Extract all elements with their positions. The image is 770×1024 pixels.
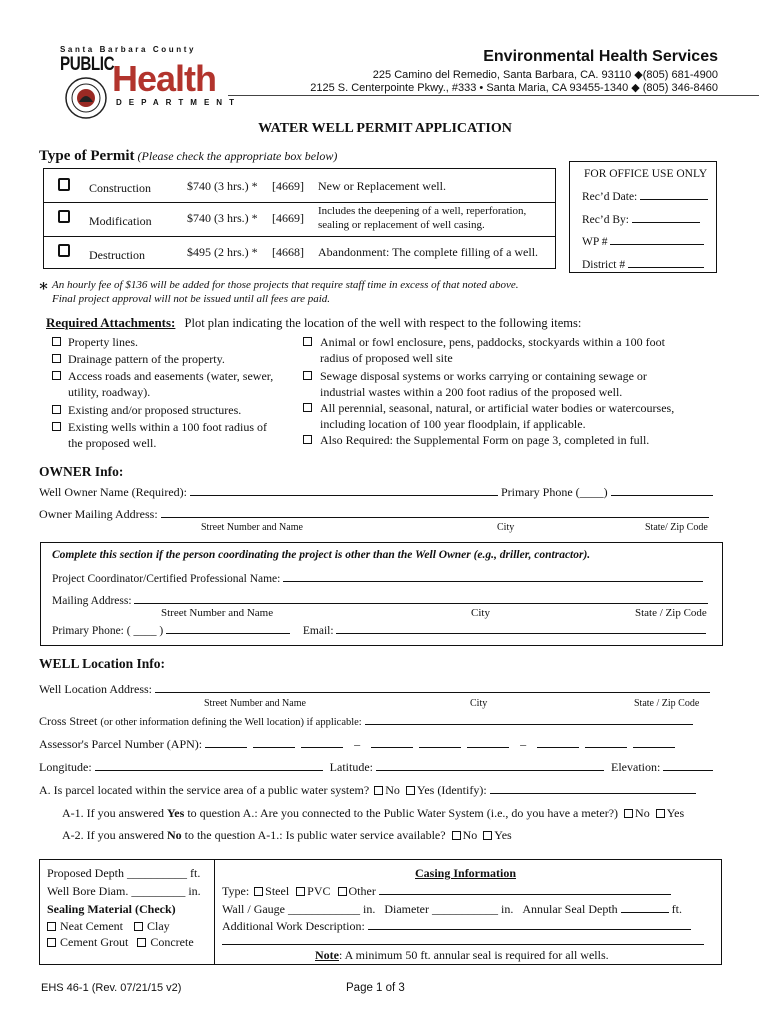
apn-row: Assessor's Parcel Number (APN): – –	[39, 737, 675, 752]
page-title: WATER WELL PERMIT APPLICATION	[258, 121, 512, 136]
address-line-1: 225 Camino del Remedio, Santa Barbara, CA. 93110 ◆(805) 681-4900	[372, 69, 718, 81]
attachments-left-list	[52, 334, 292, 453]
office-use-box	[569, 161, 717, 273]
clay-checkbox[interactable]	[134, 922, 143, 931]
qa1-yes-checkbox[interactable]	[656, 809, 665, 818]
page-number: Page 1 of 3	[346, 982, 405, 994]
checkbox[interactable]	[52, 405, 61, 414]
permit-row-destruction: Destruction $495 (2 hrs.) * [4668] Abandonment: The complete filling of a well.	[44, 237, 555, 269]
other-casing-input[interactable]	[379, 884, 671, 895]
owner-phone-input[interactable]	[611, 485, 713, 496]
list-item: Drainage pattern of the property.	[52, 351, 292, 368]
pvc-checkbox[interactable]	[296, 887, 305, 896]
apn-input-7[interactable]	[537, 737, 579, 748]
attachments-right-list	[303, 334, 698, 449]
question-a-row: A. Is parcel located within the service area of a public water system? No Yes (Identify):	[39, 783, 696, 798]
logo-public: PUBLIC	[60, 54, 115, 75]
casing-table	[39, 859, 722, 965]
well-heading: WELL Location Info:	[39, 656, 166, 671]
cross-street-input[interactable]	[365, 714, 693, 725]
checkbox[interactable]	[303, 435, 312, 444]
coordinator-name-row: Project Coordinator/Certified Professional Name:	[52, 571, 703, 585]
well-address-row: Well Location Address:	[39, 682, 710, 697]
casing-heading: Casing Information	[415, 866, 517, 880]
list-item: Sewage disposal systems or works carrying or containing sewage or industrial wastes within a 200 foot radius of the proposed well.	[303, 368, 671, 400]
apn-input-8[interactable]	[585, 737, 627, 748]
coordinator-name-input[interactable]	[283, 571, 703, 582]
owner-name-row: Well Owner Name (Required): Primary Phone (____)	[39, 485, 713, 500]
fee-note: An hourly fee of $136 will be added for those projects that require staff time in excess of that noted above. Final project approval will not be issued until all fees are paid.	[52, 279, 519, 305]
owner-name-input[interactable]	[190, 485, 498, 496]
apn-input-5[interactable]	[419, 737, 461, 748]
sealing-row-1: Neat Cement Clay	[47, 919, 170, 934]
coordinator-note: Complete this section if the person coordinating the project is other than the Well Owner (e.g., driller, contractor).	[52, 549, 591, 561]
well-address-input[interactable]	[155, 682, 710, 693]
owner-mailing-input[interactable]	[161, 507, 709, 518]
apn-input-9[interactable]	[633, 737, 675, 748]
sealing-heading: Sealing Material (Check)	[47, 902, 176, 916]
question-a2-row: A-2. If you answered No to the question A-1.: Is public water service available? No Yes	[62, 828, 512, 842]
permit-heading: Type of Permit (Please check the appropriate box below)	[39, 148, 338, 164]
owner-street-caption: Street Number and Name	[201, 522, 303, 533]
owner-state-caption: State/ Zip Code	[645, 522, 708, 533]
well-state-caption: State / Zip Code	[634, 698, 700, 709]
permit-table	[43, 168, 556, 269]
checkbox[interactable]	[52, 337, 61, 346]
concrete-checkbox[interactable]	[137, 938, 146, 947]
list-item: Also Required: the Supplemental Form on page 3, completed in full.	[303, 432, 698, 449]
water-system-input[interactable]	[490, 783, 696, 794]
neat-cement-checkbox[interactable]	[47, 922, 56, 931]
elevation-input[interactable]	[663, 760, 713, 771]
address-line-2: 2125 S. Centerpointe Pkwy., #333 • Santa Maria, CA 93455-1340 ◆ (805) 346-8460	[310, 82, 718, 94]
checkbox[interactable]	[52, 371, 61, 380]
question-a1-row: A-1. If you answered Yes to question A.: Are you connected to the Public Water System (i.e., do you have a meter?) No Yes	[62, 806, 685, 820]
list-item: Animal or fowl enclosure, pens, paddocks, stockyards within a 100 foot radius of proposed well site	[303, 334, 691, 368]
annular-depth-input[interactable]	[621, 902, 669, 913]
recd-date-field[interactable]: Rec’d Date:	[582, 189, 708, 203]
district-field[interactable]: District #	[582, 257, 704, 271]
checkbox[interactable]	[52, 422, 61, 431]
coordinator-box	[40, 542, 723, 646]
qa2-no-checkbox[interactable]	[452, 831, 461, 840]
asterisk-icon: ∗	[38, 278, 50, 295]
sealing-row-2: Cement Grout Concrete	[47, 935, 194, 950]
latitude-input[interactable]	[376, 760, 604, 771]
qa-yes-checkbox[interactable]	[406, 786, 415, 795]
list-item: Access roads and easements (water, sewer, utility, roadway).	[52, 368, 280, 402]
modification-checkbox[interactable]	[58, 210, 70, 223]
construction-checkbox[interactable]	[58, 178, 70, 191]
coordinator-mailing-input[interactable]	[134, 593, 708, 604]
proposed-depth-field[interactable]: Proposed Depth __________ ft.	[47, 866, 201, 880]
cement-grout-checkbox[interactable]	[47, 938, 56, 947]
well-city-caption: City	[470, 698, 488, 709]
coordinator-email-input[interactable]	[336, 623, 706, 634]
casing-type-row: Type: Steel PVC Other	[222, 884, 671, 899]
checkbox[interactable]	[303, 337, 312, 346]
qa1-no-checkbox[interactable]	[624, 809, 633, 818]
checkbox[interactable]	[303, 371, 312, 380]
checkbox[interactable]	[303, 403, 312, 412]
well-street-caption: Street Number and Name	[204, 698, 306, 709]
form-id: EHS 46-1 (Rev. 07/21/15 v2)	[41, 982, 182, 994]
coordinator-street-caption: Street Number and Name	[161, 607, 274, 619]
county-label: Santa Barbara County	[60, 45, 197, 54]
coordinator-city-caption: City	[471, 607, 490, 619]
coordinator-state-caption: State / Zip Code	[635, 607, 707, 619]
org-name: Environmental Health Services	[483, 48, 718, 65]
office-title: FOR OFFICE USE ONLY	[584, 168, 708, 180]
attachments-heading-row: Required Attachments: Plot plan indicating the location of the well with respect to the following items:	[46, 315, 582, 330]
other-checkbox[interactable]	[338, 887, 347, 896]
checkbox[interactable]	[52, 354, 61, 363]
permit-row-construction: Construction $740 (3 hrs.) * [4669] New or Replacement well.	[44, 169, 555, 202]
list-item: Existing and/or proposed structures.	[52, 402, 292, 419]
additional-work-row: Additional Work Description:	[222, 919, 691, 934]
additional-work-line-2[interactable]	[222, 934, 704, 945]
wp-field[interactable]: WP #	[582, 234, 704, 248]
permit-row-modification: Modification $740 (3 hrs.) * [4669] Includes the deepening of a well, reperforation, sealing or replacement of well casing.	[44, 203, 555, 236]
steel-checkbox[interactable]	[254, 887, 263, 896]
list-item: All perennial, seasonal, natural, or artificial water bodies or watercourses, including location of 100 year floodplain, if applicable.	[303, 400, 701, 432]
destruction-checkbox[interactable]	[58, 244, 70, 257]
apn-input-2[interactable]	[253, 737, 295, 748]
apn-input-4[interactable]	[371, 737, 413, 748]
coordinator-phone-input[interactable]	[166, 623, 290, 634]
list-item: Property lines.	[52, 334, 292, 351]
coords-row: Longitude: Latitude: Elevation:	[39, 760, 713, 775]
coordinator-contact-row: Primary Phone: ( ____ ) Email:	[52, 623, 706, 637]
recd-by-field[interactable]: Rec’d By:	[582, 212, 700, 226]
wall-gauge-row: Wall / Gauge ____________ in. Diameter ___________ in. Annular Seal Depth ft.	[222, 902, 682, 916]
annular-note: Note: A minimum 50 ft. annular seal is required for all wells.	[315, 948, 609, 962]
owner-heading: OWNER Info:	[39, 464, 124, 479]
apn-input-3[interactable]	[301, 737, 343, 748]
qa2-yes-checkbox[interactable]	[483, 831, 492, 840]
county-seal-icon	[64, 76, 108, 120]
owner-city-caption: City	[497, 522, 515, 533]
apn-input-1[interactable]	[205, 737, 247, 748]
additional-work-input[interactable]	[368, 919, 691, 930]
coordinator-mailing-row: Mailing Address:	[52, 593, 708, 607]
diameter-field[interactable]: Diameter ___________ in.	[384, 902, 514, 916]
longitude-input[interactable]	[95, 760, 323, 771]
apn-input-6[interactable]	[467, 737, 509, 748]
wall-gauge-field[interactable]: Wall / Gauge ____________ in.	[222, 902, 376, 916]
header-rule	[228, 95, 759, 96]
qa-no-checkbox[interactable]	[374, 786, 383, 795]
owner-mailing-row: Owner Mailing Address:	[39, 507, 709, 522]
logo-department: DEPARTMENT	[116, 98, 241, 107]
logo-health: Health	[112, 58, 217, 99]
cross-street-row: Cross Street (or other information defining the Well location) if applicable:	[39, 714, 693, 729]
bore-diameter-field[interactable]: Well Bore Diam. _________ in.	[47, 884, 201, 898]
list-item: Existing wells within a 100 foot radius of the proposed well.	[52, 419, 274, 453]
